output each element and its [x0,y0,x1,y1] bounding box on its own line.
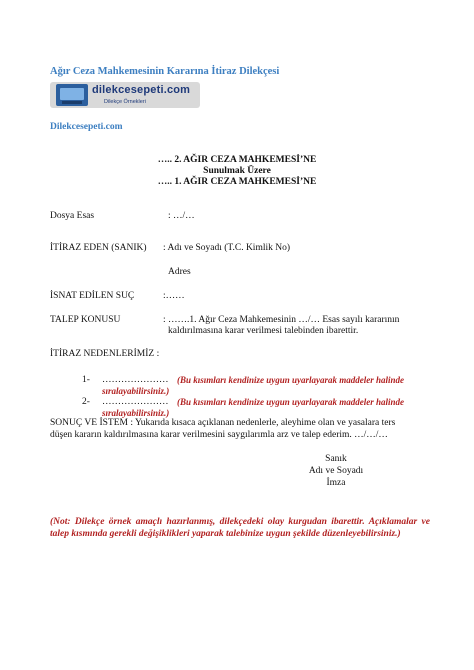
reason-2-number: 2- [82,397,90,407]
court-line-2: Sunulmak Üzere [203,166,271,176]
reason-2-line-1: (Bu kısımları kendinize uygun uyarlayarak maddeler halinde [177,397,405,407]
logo-subtitle: Dilekçe Örnekleri [104,99,146,105]
conclusion-line-2: düşen kararın kaldırılmasına karar verilmesini saygılarımla arz ve talep ederim. …/…/… [50,430,388,440]
talep-line-1: : …….1. Ağır Ceza Mahkemesinin …/… Esas sayılı kararının [163,315,400,325]
dosya-value: : …/… [168,211,195,221]
signature-sign: İmza [326,478,346,488]
isnat-value: :…… [163,291,185,301]
logo-text: dilekcesepeti.com [92,84,191,96]
reason-1-line-2: sıralayabilirsiniz.) [102,386,170,396]
reason-2-dots: ………………… [102,397,169,407]
itiraz-eden-label: İTİRAZ EDEN (SANIK) [50,243,147,253]
reason-1-dots: ………………… [102,375,169,385]
document-title: Ağır Ceza Mahkemesinin Kararına İtiraz Dilekçesi [50,66,280,77]
reason-2-line-2: sıralayabilirsiniz.) [102,408,170,418]
conclusion-line-1: SONUÇ VE İSTEM : Yukarıda kısaca açıklanan nedenlerle, aleyhime olan ve yasalara ters [50,418,396,428]
itiraz-eden-value: : Adı ve Soyadı (T.C. Kimlik No) [163,243,291,253]
signature-name: Adı ve Soyadı [308,466,364,476]
adres-label: Adres [168,267,191,277]
disclaimer-note: (Not: Dilekçe örnek amaçlı hazırlanmış, dilekçedeki olay kurgudan ibarettir. Açıklamalar ve talep kısmında gerekli değişiklikleri yaparak talebinize uygun şekilde düzenleyebilirsiniz.) [50,517,430,539]
reasons-heading: İTİRAZ NEDENLERİMİZ : [50,349,160,359]
site-link[interactable]: Dilekcesepeti.com [50,122,123,132]
isnat-label: İSNAT EDİLEN SUÇ [50,291,135,301]
talep-label: TALEP KONUSU [50,315,121,325]
reason-1-line-1: (Bu kısımları kendinize uygun uyarlayarak maddeler halinde [177,375,405,385]
reason-1-number: 1- [82,375,90,385]
signature-role: Sanık [325,454,347,464]
talep-line-2: kaldırılmasına karar verilmesi talebinden ibarettir. [168,326,359,336]
court-line-1: ….. 2. AĞIR CEZA MAHKEMESİ’NE [157,155,317,165]
dosya-label: Dosya Esas [50,211,95,221]
court-line-3: ….. 1. AĞIR CEZA MAHKEMESİ’NE [157,177,317,187]
